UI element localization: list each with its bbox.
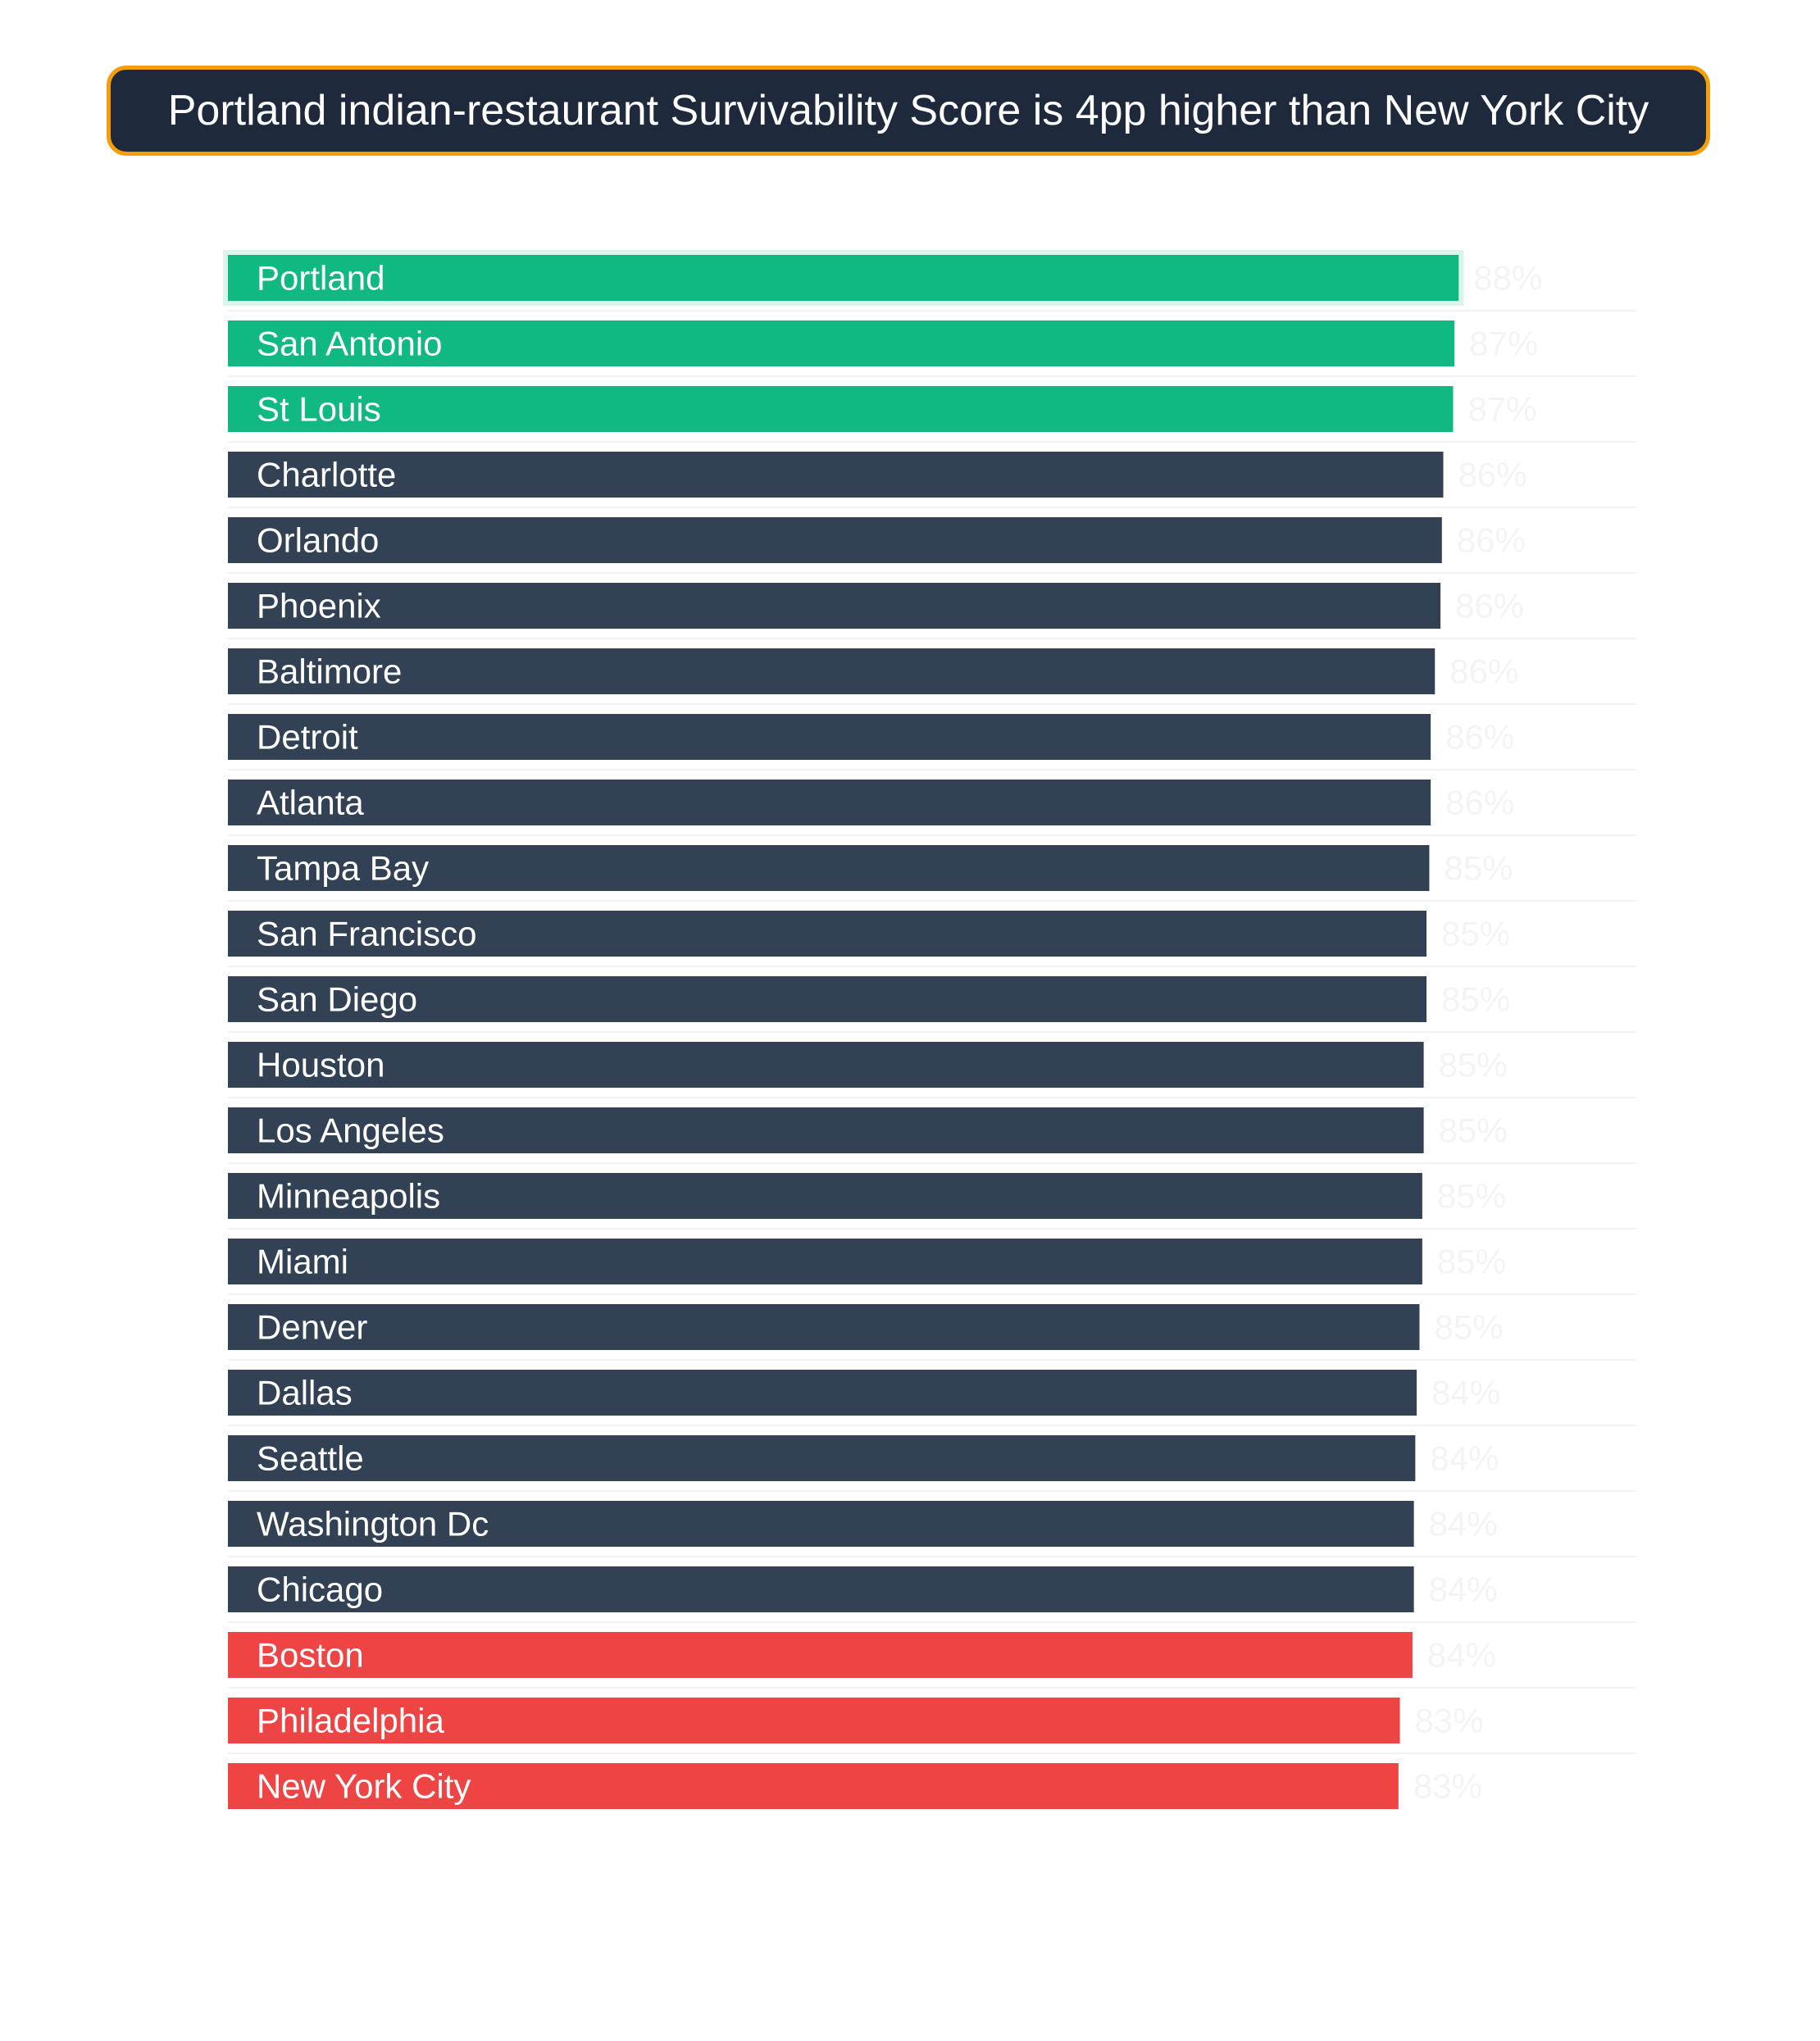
value-label-baltimore: 86%	[1449, 652, 1519, 691]
bar-atlanta	[228, 780, 1431, 825]
value-label-orlando: 86%	[1456, 520, 1526, 560]
bar-label-detroit: Detroit	[257, 717, 358, 757]
value-label-san-diego: 85%	[1441, 980, 1511, 1019]
value-label-tampa-bay: 85%	[1444, 848, 1513, 888]
bar-detroit	[228, 714, 1431, 760]
chart-title: Portland indian-restaurant Survivability Score is 4pp higher than New York City	[107, 66, 1710, 156]
bar-orlando	[228, 517, 1442, 563]
value-label-los-angeles: 85%	[1438, 1111, 1508, 1150]
bar-label-charlotte: Charlotte	[257, 455, 397, 494]
bar-label-chicago: Chicago	[257, 1570, 384, 1609]
value-label-detroit: 86%	[1445, 717, 1515, 757]
bar-label-washington-dc: Washington Dc	[257, 1504, 489, 1543]
bar-label-atlanta: Atlanta	[257, 783, 364, 822]
value-label-boston: 84%	[1426, 1635, 1496, 1675]
bar-portland	[228, 255, 1458, 301]
bar-label-miami: Miami	[257, 1242, 348, 1281]
value-label-atlanta: 86%	[1445, 783, 1515, 822]
value-label-portland: 88%	[1473, 258, 1543, 298]
value-label-charlotte: 86%	[1458, 455, 1527, 494]
value-label-washington-dc: 84%	[1428, 1504, 1498, 1543]
value-label-san-antonio: 87%	[1469, 324, 1539, 363]
bar-label-portland: Portland	[257, 258, 385, 298]
value-label-new-york-city: 83%	[1413, 1766, 1482, 1806]
bar-charlotte	[228, 452, 1444, 498]
bar-label-denver: Denver	[257, 1307, 368, 1347]
value-label-miami: 85%	[1436, 1242, 1506, 1281]
bar-denver	[228, 1304, 1419, 1350]
bar-label-dallas: Dallas	[257, 1373, 353, 1412]
bar-phoenix	[228, 583, 1440, 629]
value-label-seattle: 84%	[1430, 1439, 1499, 1478]
bar-label-san-francisco: San Francisco	[257, 914, 477, 953]
bar-label-philadelphia: Philadelphia	[257, 1701, 444, 1740]
bars-group	[223, 250, 1542, 1809]
bar-label-san-antonio: San Antonio	[257, 324, 443, 363]
bar-seattle	[228, 1435, 1415, 1481]
bar-label-phoenix: Phoenix	[257, 586, 381, 625]
value-label-chicago: 84%	[1428, 1570, 1498, 1609]
bar-label-orlando: Orlando	[257, 520, 380, 560]
bar-miami	[228, 1239, 1422, 1284]
value-label-philadelphia: 83%	[1414, 1701, 1484, 1740]
bar-houston	[228, 1042, 1424, 1088]
value-label-minneapolis: 85%	[1436, 1176, 1506, 1216]
value-label-st-louis: 87%	[1467, 389, 1537, 429]
bar-label-houston: Houston	[257, 1045, 385, 1084]
value-label-dallas: 84%	[1431, 1373, 1501, 1412]
value-label-san-francisco: 85%	[1441, 914, 1511, 953]
bar-st-louis	[228, 386, 1453, 432]
bar-label-tampa-bay: Tampa Bay	[257, 848, 430, 888]
bar-chicago	[228, 1566, 1414, 1612]
bar-label-seattle: Seattle	[257, 1439, 364, 1478]
value-label-phoenix: 86%	[1455, 586, 1525, 625]
bar-label-baltimore: Baltimore	[257, 652, 403, 691]
value-label-denver: 85%	[1434, 1307, 1504, 1347]
bar-label-san-diego: San Diego	[257, 980, 418, 1019]
bar-label-st-louis: St Louis	[257, 389, 381, 429]
value-label-houston: 85%	[1438, 1045, 1508, 1084]
bar-baltimore	[228, 648, 1435, 694]
bar-label-los-angeles: Los Angeles	[257, 1111, 444, 1150]
bar-label-boston: Boston	[257, 1635, 364, 1675]
bar-label-new-york-city: New York City	[257, 1766, 471, 1806]
bar-boston	[228, 1632, 1413, 1678]
bar-label-minneapolis: Minneapolis	[257, 1176, 441, 1216]
bar-dallas	[228, 1370, 1417, 1416]
